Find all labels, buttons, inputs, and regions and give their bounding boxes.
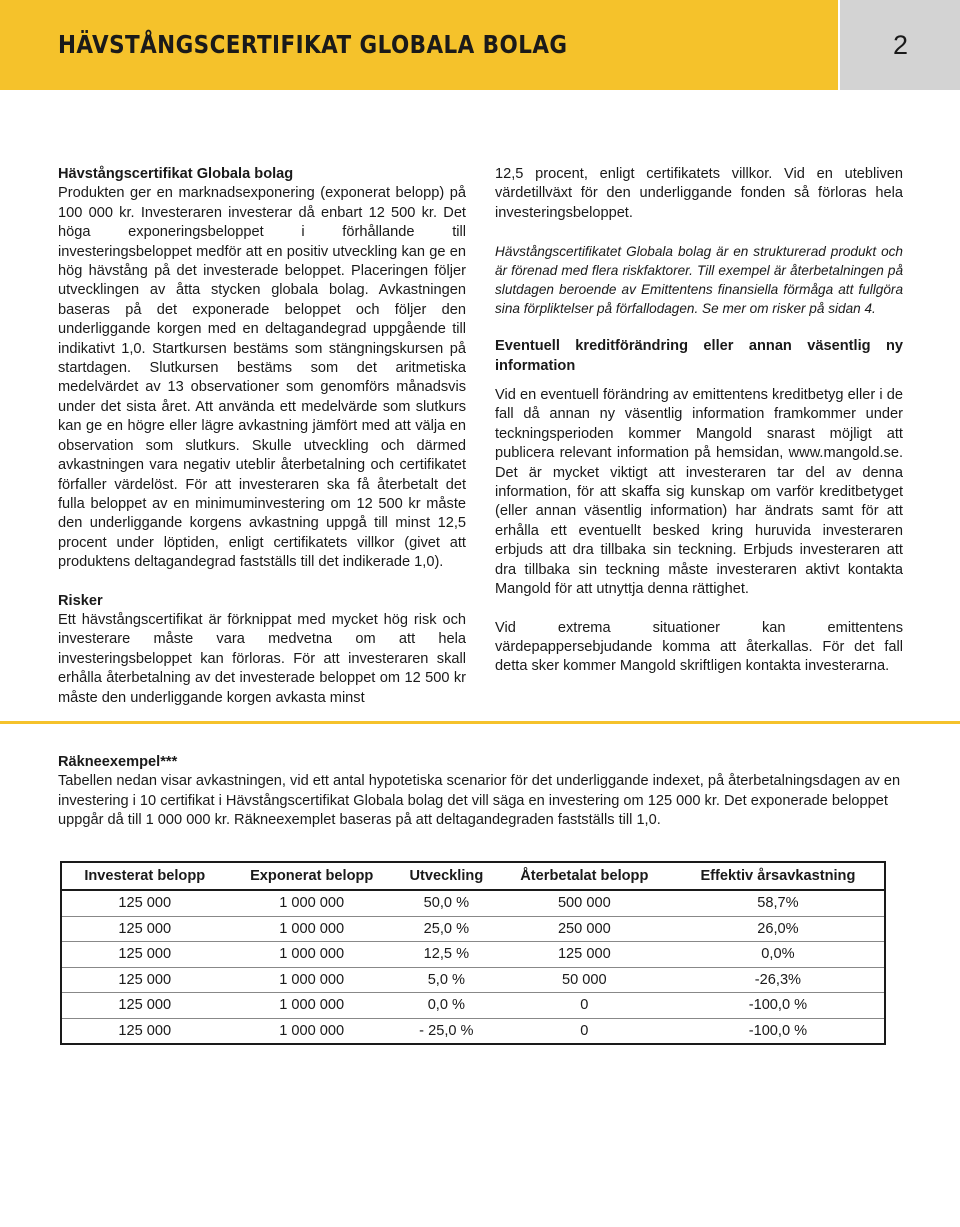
table-cell: 1 000 000: [228, 916, 396, 942]
example-heading: Räkneexempel***: [58, 754, 178, 770]
column-header: Effektiv årsavkastning: [672, 862, 885, 890]
table-cell: 0,0 %: [396, 993, 497, 1019]
table-cell: 50 000: [497, 967, 672, 993]
page-number: 2: [893, 30, 909, 60]
column-header: Investerat belopp: [61, 862, 228, 890]
table-cell: 12,5 %: [396, 942, 497, 968]
risk-text: Ett hävstångscertifikat är förknippat med mycket hög risk och investerare måste vara medvetna om att hela investeringsbeloppet kan förloras. För att investeraren skall erhålla återbetalning av det investerade beloppet om 12 500 kr måste den underliggande korgen avkasta minst: [58, 611, 466, 706]
table-cell: 5,0 %: [396, 967, 497, 993]
table-cell: 125 000: [497, 942, 672, 968]
recall-text: Vid extrema situationer kan emittentens värdepappersebjudande komma att återkallas. För det fall detta sker kommer Mangold skriftligen kontakta investerarna.: [495, 619, 903, 675]
spacer: [58, 573, 466, 592]
table-cell: 125 000: [61, 993, 228, 1019]
spacer: [495, 223, 903, 242]
risk-factors-note: Hävstångscertifikatet Globala bolag är en strukturerad produkt och är förenad med flera riskfaktorer. Till exempel är återbetalningen på slutdagen beroende av Emittentens finansiella förmåga att fullgöra sina förpliktelser på förfallodagen. Se mer om risker på sidan 4.: [495, 244, 903, 317]
table-cell: 26,0%: [672, 916, 885, 942]
table-cell: 0: [497, 993, 672, 1019]
table-cell: 125 000: [61, 1018, 228, 1044]
table-cell: 125 000: [61, 967, 228, 993]
table-cell: 0: [497, 1018, 672, 1044]
table-cell: - 25,0 %: [396, 1018, 497, 1044]
table-header-row: [61, 862, 885, 890]
column-header: Återbetalat belopp: [497, 862, 672, 890]
column-header: Utveckling: [396, 862, 497, 890]
right-column: [495, 165, 903, 677]
document-title: HÄVSTÅNGSCERTIFIKAT GLOBALA BOLAG: [58, 30, 568, 59]
table-cell: 125 000: [61, 916, 228, 942]
table-cell: 1 000 000: [228, 967, 396, 993]
table-cell: 250 000: [497, 916, 672, 942]
section-divider: [0, 721, 960, 724]
calculation-example: [58, 753, 906, 831]
table-cell: -100,0 %: [672, 993, 885, 1019]
table-row: [61, 993, 885, 1019]
table-cell: -26,3%: [672, 967, 885, 993]
table-cell: 58,7%: [672, 890, 885, 916]
table-row: [61, 942, 885, 968]
risk-continuation: 12,5 procent, enligt certifikatets villkor. Vid en utebliven värdetillväxt för den underliggande fonden så förloras hela investeringsbeloppet.: [495, 166, 903, 221]
spacer: [495, 318, 903, 337]
table-cell: 125 000: [61, 890, 228, 916]
column-header: Exponerat belopp: [228, 862, 396, 890]
table-cell: 25,0 %: [396, 916, 497, 942]
table-row: [61, 967, 885, 993]
table-cell: 125 000: [61, 942, 228, 968]
credit-change-text: Vid en eventuell förändring av emittentens kreditbetyg eller i de fall då annan ny väsentlig information framkommer under teckningsperioden kommer Mangold snarast möjligt att publicera relevant information på hemsidan, www.mangold.se. Det är mycket viktigt att investeraren tar del av denna information, för att skaffa sig kunskap om varför kreditbetyget (eller annan väsentlig information) har ändrats samt för att erhålla ett eventuellt besked kring huruvida investeraren erbjuds att dra tillbaka sin teckning. Erbjuds investeraren att dra tillbaka sin teckning måste investeraren aktivt kontakta Mangold för att utnyttja denna rättighet.: [495, 387, 903, 598]
table-cell: 50,0 %: [396, 890, 497, 916]
spacer: [495, 376, 903, 386]
risk-heading: Risker: [58, 592, 103, 609]
product-heading: Hävstångscertifikat Globala bolag: [58, 166, 294, 182]
example-text: Tabellen nedan visar avkastningen, vid ett antal hypotetiska scenarior för det underliggande indexet, på återbetalningsdagen av en investering i 10 certifikat i Hävstångscertifikat Globala bolag det vill säga en investering om 125 000 kr. Det exponerade beloppet uppgår då till 1 000 000 kr. Räkneexemplet baseras på att deltagandegraden fastställs till 1,0.: [58, 773, 901, 829]
product-description: Produkten ger en marknadsexponering (exponerat belopp) på 100 000 kr. Investeraren investerar då enbart 12 500 kr. Det höga exponeringsbeloppet i förhållande till investeringsbeloppet medför att en positiv utveckling kan ge en hög hävstång på det investerade beloppet. Placeringen följer utvecklingen av åtta stycken globala bolag. Avkastningen baseras på det exponerade beloppet och följer den underliggande korgen med en deltagandegrad uppgående till indikativt 1,0. Startkursen bestäms som stängningskursen på startdagen. Slutkursen bestäms som det aritmetiska medelvärdet av 13 observationer som genomförs månadsvis under det sista året. Att använda ett medelvärde som slutkurs kan ge en högre eller lägre avkastning jämfört med att välja en observation som slutkurs. Skulle utveckling och därmed avkastningen vara negativ uteblir återbetalning och certifikatet förfaller värdelöst. För att investeraren ska få återbetalt det fulla beloppet av en minimuminvestering om 12 500 kr måste den underliggande korgens avkastning uppgå till minst 12,5 procent under löptiden, enligt certifikatets villkor (givet att produktens deltagandegrad fastställs till det indikerade 1,0).: [58, 185, 466, 571]
table-row: [61, 1018, 885, 1044]
scenario-table: [60, 861, 886, 1045]
credit-change-heading: Eventuell kreditförändring eller annan väsentlig ny information: [495, 338, 903, 374]
table-cell: 0,0%: [672, 942, 885, 968]
table-cell: 1 000 000: [228, 993, 396, 1019]
table-cell: 1 000 000: [228, 890, 396, 916]
table-cell: 500 000: [497, 890, 672, 916]
table-cell: 1 000 000: [228, 942, 396, 968]
page-header: [0, 0, 960, 90]
left-column: [58, 165, 466, 708]
table-row: [61, 890, 885, 916]
spacer: [495, 600, 903, 619]
table-cell: 1 000 000: [228, 1018, 396, 1044]
table-row: [61, 916, 885, 942]
table-cell: -100,0 %: [672, 1018, 885, 1044]
